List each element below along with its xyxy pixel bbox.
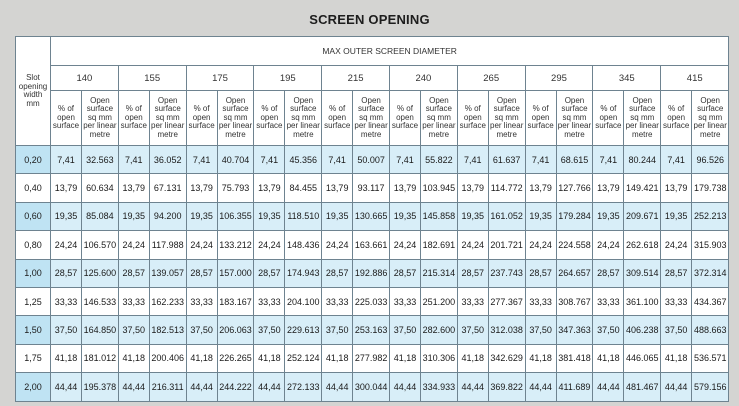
pct-open-cell: 44,44 xyxy=(322,373,353,401)
open-surface-cell: 536.571 xyxy=(692,344,729,372)
open-surface-cell: 200.406 xyxy=(149,344,186,372)
diameter-header: 175 xyxy=(186,66,254,91)
open-surface-cell: 67.131 xyxy=(149,174,186,202)
open-surface-cell: 149.421 xyxy=(624,174,661,202)
open-surface-cell: 32.563 xyxy=(82,146,119,174)
pct-open-cell: 37,50 xyxy=(525,316,556,344)
open-surface-cell: 127.766 xyxy=(556,174,593,202)
pct-open-cell: 24,24 xyxy=(389,231,420,259)
open-surface-cell: 139.057 xyxy=(149,259,186,287)
pct-open-cell: 44,44 xyxy=(389,373,420,401)
pct-open-cell: 13,79 xyxy=(525,174,556,202)
pct-open-cell: 7,41 xyxy=(51,146,82,174)
open-surface-cell: 579.156 xyxy=(692,373,729,401)
pct-open-cell: 37,50 xyxy=(457,316,488,344)
pct-open-surface-header: % of open surface xyxy=(322,91,353,146)
pct-open-cell: 7,41 xyxy=(525,146,556,174)
diameter-header: 345 xyxy=(593,66,661,91)
pct-open-cell: 7,41 xyxy=(457,146,488,174)
open-surface-cell: 225.033 xyxy=(353,287,390,315)
slot-width-cell: 0,40 xyxy=(16,174,51,202)
open-surface-cell: 50.007 xyxy=(353,146,390,174)
open-surface-cell: 163.661 xyxy=(353,231,390,259)
open-surface-cell: 148.436 xyxy=(285,231,322,259)
open-surface-cell: 181.012 xyxy=(82,344,119,372)
open-surface-cell: 93.117 xyxy=(353,174,390,202)
pct-open-cell: 41,18 xyxy=(661,344,692,372)
pct-open-cell: 41,18 xyxy=(457,344,488,372)
pct-open-cell: 44,44 xyxy=(457,373,488,401)
pct-open-cell: 19,35 xyxy=(661,202,692,230)
table-row xyxy=(16,259,729,287)
open-surface-cell: 106.570 xyxy=(82,231,119,259)
page-title: SCREEN OPENING xyxy=(309,12,430,27)
open-surface-sqmm-header: Open surface sq mm per linear metre xyxy=(488,91,525,146)
table-row xyxy=(16,344,729,372)
open-surface-cell: 114.772 xyxy=(488,174,525,202)
diameter-header: 415 xyxy=(661,66,729,91)
pct-open-cell: 19,35 xyxy=(51,202,82,230)
screen-opening-table xyxy=(15,36,729,402)
pct-open-cell: 33,33 xyxy=(322,287,353,315)
open-surface-cell: 342.629 xyxy=(488,344,525,372)
open-surface-cell: 204.100 xyxy=(285,287,322,315)
pct-open-cell: 33,33 xyxy=(51,287,82,315)
open-surface-cell: 40.704 xyxy=(217,146,254,174)
open-surface-cell: 201.721 xyxy=(488,231,525,259)
open-surface-cell: 481.467 xyxy=(624,373,661,401)
open-surface-cell: 133.212 xyxy=(217,231,254,259)
table-row xyxy=(16,146,729,174)
open-surface-cell: 406.238 xyxy=(624,316,661,344)
pct-open-cell: 19,35 xyxy=(322,202,353,230)
open-surface-cell: 446.065 xyxy=(624,344,661,372)
pct-open-cell: 33,33 xyxy=(186,287,217,315)
pct-open-cell: 19,35 xyxy=(457,202,488,230)
open-surface-cell: 162.233 xyxy=(149,287,186,315)
open-surface-cell: 174.943 xyxy=(285,259,322,287)
open-surface-cell: 253.163 xyxy=(353,316,390,344)
pct-open-surface-header: % of open surface xyxy=(661,91,692,146)
pct-open-cell: 24,24 xyxy=(457,231,488,259)
pct-open-cell: 37,50 xyxy=(661,316,692,344)
open-surface-cell: 103.945 xyxy=(420,174,457,202)
open-surface-cell: 381.418 xyxy=(556,344,593,372)
open-surface-sqmm-header: Open surface sq mm per linear metre xyxy=(217,91,254,146)
open-surface-cell: 84.455 xyxy=(285,174,322,202)
open-surface-cell: 55.822 xyxy=(420,146,457,174)
pct-open-cell: 28,57 xyxy=(661,259,692,287)
pct-open-surface-header: % of open surface xyxy=(254,91,285,146)
pct-open-cell: 44,44 xyxy=(525,373,556,401)
pct-open-cell: 19,35 xyxy=(186,202,217,230)
pct-open-surface-header: % of open surface xyxy=(457,91,488,146)
slot-width-cell: 0,80 xyxy=(16,231,51,259)
pct-open-cell: 33,33 xyxy=(457,287,488,315)
pct-open-cell: 13,79 xyxy=(322,174,353,202)
pct-open-cell: 13,79 xyxy=(186,174,217,202)
open-surface-cell: 118.510 xyxy=(285,202,322,230)
pct-open-cell: 33,33 xyxy=(593,287,624,315)
open-surface-cell: 224.558 xyxy=(556,231,593,259)
open-surface-cell: 164.850 xyxy=(82,316,119,344)
pct-open-cell: 41,18 xyxy=(322,344,353,372)
pct-open-cell: 41,18 xyxy=(254,344,285,372)
max-diameter-header: MAX OUTER SCREEN DIAMETER xyxy=(51,37,729,66)
slot-width-cell: 2,00 xyxy=(16,373,51,401)
open-surface-cell: 237.743 xyxy=(488,259,525,287)
open-surface-cell: 312.038 xyxy=(488,316,525,344)
pct-open-cell: 28,57 xyxy=(322,259,353,287)
open-surface-cell: 106.355 xyxy=(217,202,254,230)
open-surface-cell: 161.052 xyxy=(488,202,525,230)
pct-open-cell: 44,44 xyxy=(186,373,217,401)
open-surface-cell: 179.738 xyxy=(692,174,729,202)
open-surface-cell: 229.613 xyxy=(285,316,322,344)
pct-open-surface-header: % of open surface xyxy=(525,91,556,146)
pct-open-cell: 24,24 xyxy=(118,231,149,259)
pct-open-cell: 24,24 xyxy=(51,231,82,259)
pct-open-surface-header: % of open surface xyxy=(118,91,149,146)
open-surface-sqmm-header: Open surface sq mm per linear metre xyxy=(692,91,729,146)
pct-open-cell: 19,35 xyxy=(254,202,285,230)
slot-width-cell: 0,20 xyxy=(16,146,51,174)
pct-open-cell: 24,24 xyxy=(254,231,285,259)
pct-open-cell: 33,33 xyxy=(525,287,556,315)
pct-open-cell: 44,44 xyxy=(593,373,624,401)
table-row xyxy=(16,174,729,202)
open-surface-cell: 94.200 xyxy=(149,202,186,230)
pct-open-cell: 24,24 xyxy=(322,231,353,259)
open-surface-cell: 277.982 xyxy=(353,344,390,372)
pct-open-cell: 28,57 xyxy=(593,259,624,287)
open-surface-cell: 182.513 xyxy=(149,316,186,344)
pct-open-surface-header: % of open surface xyxy=(186,91,217,146)
open-surface-cell: 308.767 xyxy=(556,287,593,315)
slot-width-cell: 0,60 xyxy=(16,202,51,230)
open-surface-cell: 434.367 xyxy=(692,287,729,315)
open-surface-cell: 60.634 xyxy=(82,174,119,202)
pct-open-cell: 28,57 xyxy=(389,259,420,287)
open-surface-cell: 96.526 xyxy=(692,146,729,174)
open-surface-sqmm-header: Open surface sq mm per linear metre xyxy=(149,91,186,146)
open-surface-cell: 36.052 xyxy=(149,146,186,174)
open-surface-cell: 244.222 xyxy=(217,373,254,401)
pct-open-cell: 41,18 xyxy=(593,344,624,372)
open-surface-cell: 262.618 xyxy=(624,231,661,259)
open-surface-sqmm-header: Open surface sq mm per linear metre xyxy=(353,91,390,146)
pct-open-cell: 13,79 xyxy=(593,174,624,202)
open-surface-cell: 216.311 xyxy=(149,373,186,401)
open-surface-cell: 45.356 xyxy=(285,146,322,174)
pct-open-cell: 19,35 xyxy=(593,202,624,230)
pct-open-cell: 37,50 xyxy=(51,316,82,344)
pct-open-cell: 13,79 xyxy=(661,174,692,202)
pct-open-cell: 33,33 xyxy=(389,287,420,315)
open-surface-cell: 130.665 xyxy=(353,202,390,230)
pct-open-cell: 28,57 xyxy=(118,259,149,287)
pct-open-cell: 13,79 xyxy=(254,174,285,202)
pct-open-cell: 37,50 xyxy=(322,316,353,344)
open-surface-cell: 334.933 xyxy=(420,373,457,401)
open-surface-cell: 183.167 xyxy=(217,287,254,315)
pct-open-cell: 19,35 xyxy=(118,202,149,230)
open-surface-cell: 75.793 xyxy=(217,174,254,202)
pct-open-surface-header: % of open surface xyxy=(51,91,82,146)
pct-open-cell: 41,18 xyxy=(51,344,82,372)
open-surface-cell: 411.689 xyxy=(556,373,593,401)
open-surface-sqmm-header: Open surface sq mm per linear metre xyxy=(82,91,119,146)
open-surface-cell: 145.858 xyxy=(420,202,457,230)
open-surface-sqmm-header: Open surface sq mm per linear metre xyxy=(624,91,661,146)
pct-open-surface-header: % of open surface xyxy=(389,91,420,146)
pct-open-cell: 41,18 xyxy=(389,344,420,372)
open-surface-cell: 61.637 xyxy=(488,146,525,174)
pct-open-cell: 24,24 xyxy=(525,231,556,259)
open-surface-cell: 361.100 xyxy=(624,287,661,315)
pct-open-cell: 7,41 xyxy=(322,146,353,174)
pct-open-cell: 33,33 xyxy=(254,287,285,315)
diameter-header: 140 xyxy=(51,66,119,91)
pct-open-cell: 41,18 xyxy=(118,344,149,372)
pct-open-cell: 37,50 xyxy=(118,316,149,344)
open-surface-cell: 310.306 xyxy=(420,344,457,372)
table-row xyxy=(16,373,729,401)
open-surface-cell: 488.663 xyxy=(692,316,729,344)
table-row xyxy=(16,316,729,344)
pct-open-cell: 24,24 xyxy=(186,231,217,259)
open-surface-cell: 157.000 xyxy=(217,259,254,287)
open-surface-cell: 252.213 xyxy=(692,202,729,230)
open-surface-cell: 251.200 xyxy=(420,287,457,315)
pct-open-cell: 37,50 xyxy=(389,316,420,344)
open-surface-cell: 372.314 xyxy=(692,259,729,287)
table-row xyxy=(16,287,729,315)
pct-open-cell: 37,50 xyxy=(593,316,624,344)
open-surface-cell: 182.691 xyxy=(420,231,457,259)
open-surface-cell: 226.265 xyxy=(217,344,254,372)
pct-open-cell: 28,57 xyxy=(51,259,82,287)
slot-width-cell: 1,00 xyxy=(16,259,51,287)
pct-open-cell: 44,44 xyxy=(118,373,149,401)
pct-open-cell: 7,41 xyxy=(254,146,285,174)
pct-open-cell: 7,41 xyxy=(186,146,217,174)
pct-open-cell: 44,44 xyxy=(661,373,692,401)
open-surface-cell: 252.124 xyxy=(285,344,322,372)
diameter-header: 195 xyxy=(254,66,322,91)
pct-open-cell: 13,79 xyxy=(118,174,149,202)
pct-open-cell: 33,33 xyxy=(118,287,149,315)
open-surface-sqmm-header: Open surface sq mm per linear metre xyxy=(285,91,322,146)
open-surface-cell: 146.533 xyxy=(82,287,119,315)
pct-open-cell: 7,41 xyxy=(661,146,692,174)
pct-open-cell: 7,41 xyxy=(118,146,149,174)
open-surface-cell: 282.600 xyxy=(420,316,457,344)
diameter-header: 295 xyxy=(525,66,593,91)
diameter-header: 240 xyxy=(389,66,457,91)
pct-open-cell: 41,18 xyxy=(186,344,217,372)
pct-open-cell: 44,44 xyxy=(51,373,82,401)
open-surface-cell: 347.363 xyxy=(556,316,593,344)
pct-open-cell: 24,24 xyxy=(593,231,624,259)
pct-open-cell: 37,50 xyxy=(254,316,285,344)
pct-open-cell: 28,57 xyxy=(525,259,556,287)
pct-open-cell: 19,35 xyxy=(525,202,556,230)
open-surface-cell: 117.988 xyxy=(149,231,186,259)
open-surface-cell: 300.044 xyxy=(353,373,390,401)
pct-open-cell: 28,57 xyxy=(457,259,488,287)
table-row xyxy=(16,202,729,230)
pct-open-cell: 7,41 xyxy=(389,146,420,174)
pct-open-cell: 19,35 xyxy=(389,202,420,230)
open-surface-cell: 125.600 xyxy=(82,259,119,287)
open-surface-cell: 369.822 xyxy=(488,373,525,401)
table-row xyxy=(16,231,729,259)
pct-open-cell: 24,24 xyxy=(661,231,692,259)
diameter-header: 215 xyxy=(322,66,390,91)
pct-open-cell: 7,41 xyxy=(593,146,624,174)
pct-open-surface-header: % of open surface xyxy=(593,91,624,146)
diameter-header: 265 xyxy=(457,66,525,91)
open-surface-cell: 215.314 xyxy=(420,259,457,287)
slot-width-cell: 1,25 xyxy=(16,287,51,315)
open-surface-cell: 179.284 xyxy=(556,202,593,230)
open-surface-cell: 68.615 xyxy=(556,146,593,174)
open-surface-cell: 209.671 xyxy=(624,202,661,230)
pct-open-cell: 13,79 xyxy=(457,174,488,202)
open-surface-cell: 85.084 xyxy=(82,202,119,230)
pct-open-cell: 44,44 xyxy=(254,373,285,401)
pct-open-cell: 13,79 xyxy=(51,174,82,202)
open-surface-cell: 195.378 xyxy=(82,373,119,401)
diameter-header: 155 xyxy=(118,66,186,91)
open-surface-sqmm-header: Open surface sq mm per linear metre xyxy=(420,91,457,146)
pct-open-cell: 13,79 xyxy=(389,174,420,202)
open-surface-cell: 315.903 xyxy=(692,231,729,259)
slot-width-cell: 1,75 xyxy=(16,344,51,372)
open-surface-cell: 277.367 xyxy=(488,287,525,315)
pct-open-cell: 28,57 xyxy=(254,259,285,287)
slot-opening-header: Slot opening width mm xyxy=(16,37,51,146)
pct-open-cell: 41,18 xyxy=(525,344,556,372)
open-surface-sqmm-header: Open surface sq mm per linear metre xyxy=(556,91,593,146)
open-surface-cell: 192.886 xyxy=(353,259,390,287)
open-surface-cell: 206.063 xyxy=(217,316,254,344)
pct-open-cell: 28,57 xyxy=(186,259,217,287)
open-surface-cell: 80.244 xyxy=(624,146,661,174)
slot-width-cell: 1,50 xyxy=(16,316,51,344)
pct-open-cell: 33,33 xyxy=(661,287,692,315)
pct-open-cell: 37,50 xyxy=(186,316,217,344)
open-surface-cell: 264.657 xyxy=(556,259,593,287)
open-surface-cell: 272.133 xyxy=(285,373,322,401)
open-surface-cell: 309.514 xyxy=(624,259,661,287)
